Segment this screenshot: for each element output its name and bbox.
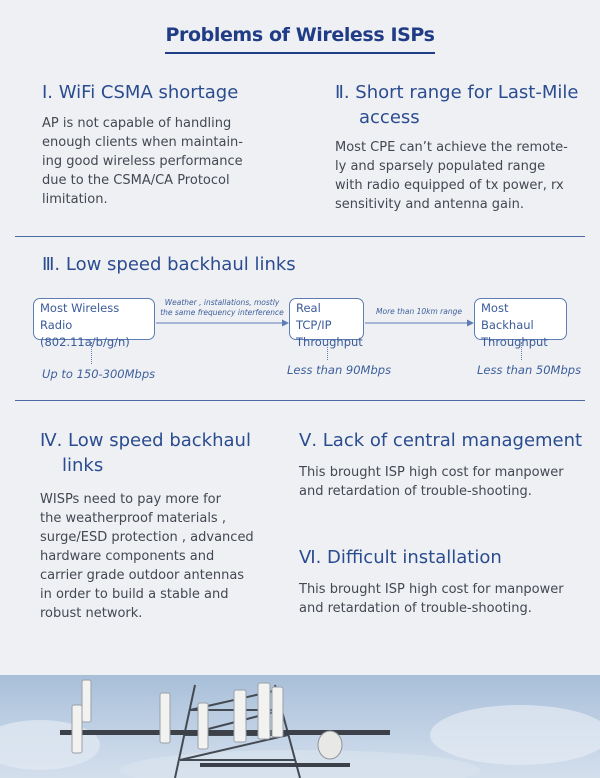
section-1-line: limitation. xyxy=(42,192,108,207)
section-4-heading-line: Ⅳ. Low speed backhaul xyxy=(40,430,251,451)
section-3-heading: Ⅲ. Low speed backhaul links xyxy=(42,254,296,275)
section-1-line: due to the CSMA/CA Protocol xyxy=(42,173,230,188)
arrow-1-label xyxy=(158,298,286,318)
section-5-body xyxy=(299,463,564,501)
node-label: Most Backhaul xyxy=(481,301,534,332)
section-6-heading: Ⅵ. Difficult installation xyxy=(299,547,502,568)
section-4-line: in order to build a stable and xyxy=(40,587,229,602)
node-label: Real TCP/IP xyxy=(296,301,332,332)
connector-dots xyxy=(521,342,522,360)
arrow-1-label-line: the same frequency interference xyxy=(160,308,284,317)
speed-note-3: Less than 50Mbps xyxy=(477,363,582,377)
section-6-body xyxy=(299,580,564,618)
arrow-2-label: More than 10km range xyxy=(376,307,462,316)
section-4-line: surge/ESD protection , advanced xyxy=(40,530,254,545)
section-2-heading-line: Ⅱ. Short range for Last-Mile xyxy=(335,82,579,103)
page-title: Problems of Wireless ISPs xyxy=(0,24,600,54)
node-label: Throughput xyxy=(481,335,548,349)
section-1-line: enough clients when maintain- xyxy=(42,135,243,150)
section-4-heading-line: links xyxy=(62,455,104,476)
section-6-line: This brought ISP high cost for manpower xyxy=(299,582,564,597)
section-2-line: sensitivity and antenna gain. xyxy=(335,197,525,212)
section-4-body xyxy=(40,490,254,623)
arrow-1-label-line: Weather , installations, mostly xyxy=(164,298,280,307)
section-1-heading: Ⅰ. WiFi CSMA shortage xyxy=(42,82,239,103)
section-4-line: hardware components and xyxy=(40,549,215,564)
section-5-line: and retardation of trouble-shooting. xyxy=(299,484,532,499)
section-4-line: robust network. xyxy=(40,606,143,621)
arrow-1-head xyxy=(282,320,289,327)
connector-dots xyxy=(327,342,328,360)
section-4-heading xyxy=(40,428,251,478)
section-2-line: Most CPE can’t achieve the remote- xyxy=(335,140,568,155)
section-5-line: This brought ISP high cost for manpower xyxy=(299,465,564,480)
cell-tower-illustration xyxy=(0,675,600,778)
section-2-line: with radio equipped of tx power, rx xyxy=(335,178,564,193)
section-5-heading: Ⅴ. Lack of central management xyxy=(299,430,583,451)
section-4-line: the weatherproof materials , xyxy=(40,511,226,526)
node-label: Throughput xyxy=(296,335,363,349)
section-4-line: WISPs need to pay more for xyxy=(40,492,221,507)
speed-note-1: Up to 150-300Mbps xyxy=(42,367,156,381)
arrow-2-head xyxy=(467,320,474,327)
section-2-heading-line: access xyxy=(359,107,420,128)
section-2-line: ly and sparsely populated range xyxy=(335,159,546,174)
section-divider xyxy=(15,400,585,401)
section-4-line: carrier grade outdoor antennas xyxy=(40,568,245,583)
section-1-line: AP is not capable of handling xyxy=(42,116,232,131)
cell-tower-photo xyxy=(0,675,600,778)
node-label: (802.11a/b/g/n) xyxy=(40,335,130,349)
connector-dots xyxy=(91,342,92,364)
node-label: Most Wireless Radio xyxy=(40,301,120,332)
speed-note-2: Less than 90Mbps xyxy=(287,363,392,377)
section-6-line: and retardation of trouble-shooting. xyxy=(299,601,532,616)
section-1-line: ing good wireless performance xyxy=(42,154,243,169)
